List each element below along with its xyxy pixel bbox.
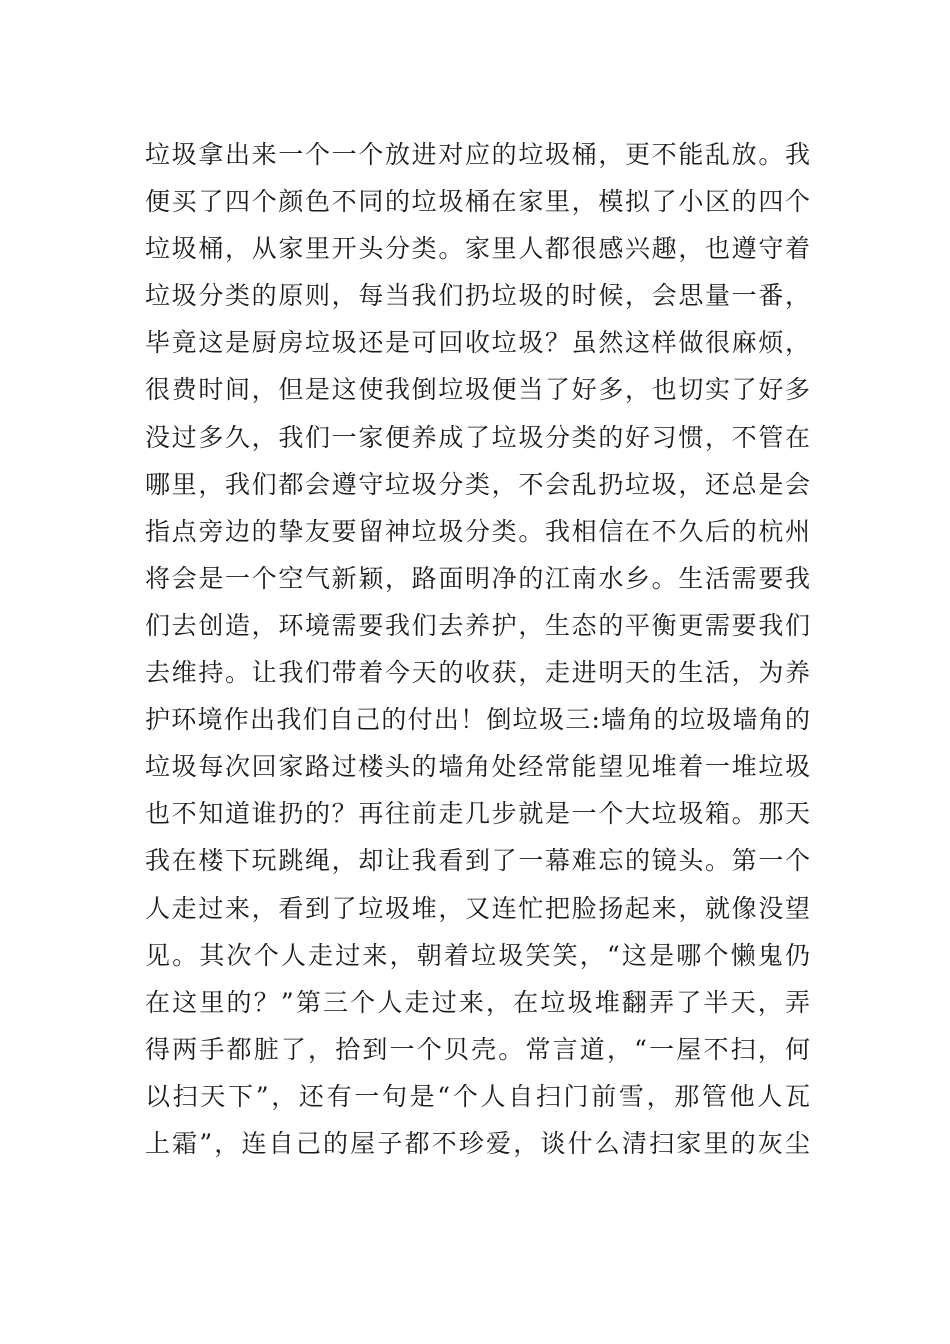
body-text: [145, 131, 810, 1167]
text-line: 得两手都脏了，拾到一个贝壳。常言道，“一屋不扫，何: [145, 1034, 810, 1064]
text-line: 上霜”，连自己的屋子都不珍爱，谈什么清扫家里的灰尘: [145, 1128, 810, 1158]
text-line: 很费时间，但是这使我倒垃圾便当了好多，也切实了好多: [145, 375, 810, 405]
text-line: 垃圾每次回家路过楼头的墙角处经常能望见堆着一堆垃圾: [145, 752, 810, 782]
text-line: 垃圾分类的原则，每当我们扔垃圾的时候，会思量一番，: [145, 281, 810, 311]
text-line: 垃圾拿出来一个一个放进对应的垃圾桶，更不能乱放。我: [145, 140, 810, 169]
text-line: 们去创造，环境需要我们去养护，生态的平衡更需要我们: [145, 610, 810, 640]
text-line: 我在楼下玩跳绳，却让我看到了一幕难忘的镜头。第一个: [145, 846, 810, 876]
text-line: 以扫天下”，还有一句是“个人自扫门前雪，那管他人瓦: [145, 1081, 810, 1111]
text-line: 垃圾桶，从家里开头分类。家里人都很感兴趣，也遵守着: [145, 234, 810, 264]
text-line: 指点旁边的挚友要留神垃圾分类。我相信在不久后的杭州: [145, 516, 810, 546]
text-line: 在这里的？”第三个人走过来，在垃圾堆翻弄了半天，弄: [145, 987, 810, 1017]
text-line: 哪里，我们都会遵守垃圾分类，不会乱扔垃圾，还总是会: [145, 469, 810, 499]
text-line: 人走过来，看到了垃圾堆，又连忙把脸扬起来，就像没望: [145, 893, 810, 923]
text-line: 没过多久，我们一家便养成了垃圾分类的好习惯，不管在: [145, 422, 810, 452]
text-line: 去维持。让我们带着今天的收获，走进明天的生活，为养: [145, 658, 810, 688]
text-line: 将会是一个空气新颖，路面明净的江南水乡。生活需要我: [145, 563, 810, 593]
text-line: 毕竟这是厨房垃圾还是可回收垃圾？虽然这样做很麻烦，: [145, 328, 810, 358]
text-line: 护环境作出我们自己的付出！倒垃圾三:墙角的垃圾墙角的: [145, 705, 810, 735]
text-line: 便买了四个颜色不同的垃圾桶在家里，模拟了小区的四个: [145, 187, 810, 217]
text-line: 见。其次个人走过来，朝着垃圾笑笑，“这是哪个懒鬼仍: [145, 940, 810, 970]
text-line: 也不知道谁扔的？再往前走几步就是一个大垃圾箱。那天: [145, 799, 810, 829]
